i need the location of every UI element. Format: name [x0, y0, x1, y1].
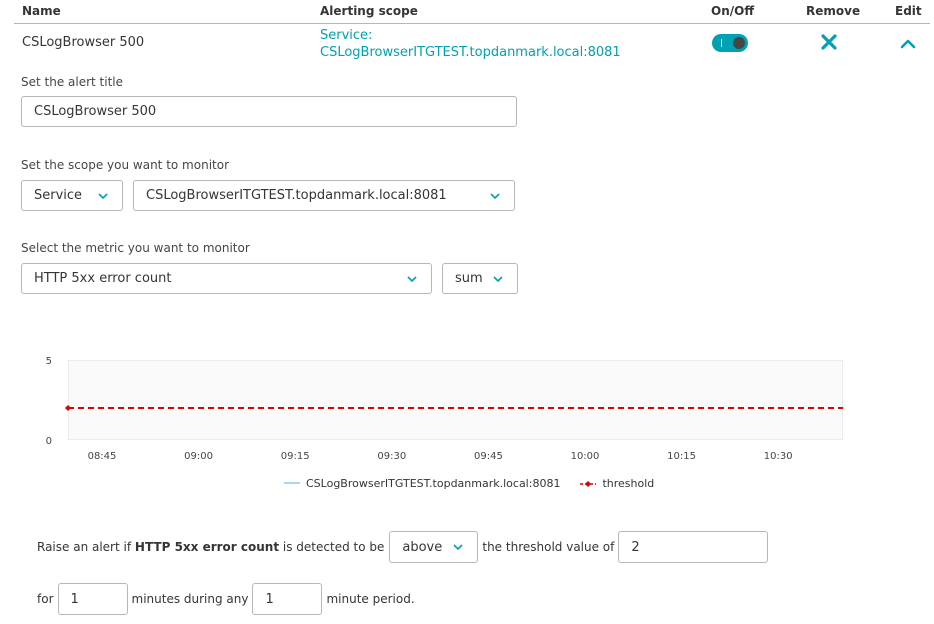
condition-metric: HTTP 5xx error count	[134, 540, 280, 554]
x-tick-label: 09:45	[473, 451, 503, 462]
threshold-prefix: the threshold value of	[482, 540, 615, 554]
remove-icon[interactable]	[820, 33, 838, 51]
legend-threshold-swatch	[580, 478, 596, 488]
scope-label: Set the scope you want to monitor	[21, 158, 230, 172]
column-header-onoff: On/Off	[711, 4, 755, 18]
x-tick-label: 10:00	[570, 451, 600, 462]
metric-select[interactable]	[21, 263, 432, 294]
chevron-down-icon	[449, 538, 467, 556]
period-suffix: minute period.	[326, 592, 415, 606]
minutes-during-label: minutes during any	[131, 592, 249, 606]
column-header-name: Name	[22, 4, 61, 18]
scope-type-value: Service	[34, 188, 83, 203]
threshold-marker	[65, 405, 71, 411]
column-header-remove: Remove	[806, 4, 861, 18]
x-tick-label: 10:15	[667, 451, 697, 462]
minutes-value: 1	[70, 591, 79, 607]
metric-chart	[30, 350, 850, 470]
condition-middle: is detected to be	[282, 540, 385, 554]
legend-series-label: CSLogBrowserITGTEST.topdanmark.local:8081	[306, 476, 561, 490]
alerting-scope-link[interactable]	[320, 27, 621, 61]
alert-title-label: Set the alert title	[21, 75, 124, 89]
alert-condition-row	[37, 531, 768, 563]
alert-title-value: CSLogBrowser 500	[34, 104, 157, 119]
legend-threshold-label: threshold	[602, 476, 655, 490]
y-tick-label: 0	[45, 436, 52, 447]
toggle-knob	[733, 37, 745, 49]
legend-series-swatch	[284, 482, 300, 484]
direction-select[interactable]	[389, 531, 478, 563]
period-input[interactable]	[252, 583, 322, 615]
collapse-chevron-up-icon[interactable]	[899, 36, 917, 50]
aggregation-select[interactable]	[442, 263, 518, 294]
chevron-down-icon	[94, 187, 112, 205]
threshold-input[interactable]	[618, 531, 768, 563]
minutes-input[interactable]	[58, 583, 128, 615]
x-tick-label: 09:15	[280, 451, 310, 462]
x-tick-label: 09:30	[377, 451, 407, 462]
scope-type-text: Service:	[320, 28, 373, 43]
header-divider	[14, 23, 930, 24]
metric-label: Select the metric you want to monitor	[21, 241, 250, 255]
column-header-scope: Alerting scope	[320, 4, 418, 18]
alert-name: CSLogBrowser 500	[22, 35, 145, 50]
scope-entity-select[interactable]	[133, 180, 515, 211]
alert-title-input[interactable]	[21, 96, 517, 127]
chevron-down-icon	[489, 270, 507, 288]
for-label: for	[37, 592, 54, 606]
chevron-down-icon	[403, 270, 421, 288]
condition-prefix: Raise an alert if	[37, 540, 132, 554]
x-tick-label: 09:00	[184, 451, 214, 462]
metric-value: HTTP 5xx error count	[34, 271, 172, 286]
alert-period-row	[37, 583, 415, 615]
column-header-edit: Edit	[895, 4, 922, 18]
chart-svg	[30, 350, 850, 470]
direction-value: above	[402, 539, 443, 555]
scope-entity-value: CSLogBrowserITGTEST.topdanmark.local:8081	[146, 188, 447, 203]
threshold-value: 2	[631, 539, 640, 555]
chart-legend	[284, 475, 654, 491]
y-tick-label: 5	[45, 356, 52, 367]
period-value: 1	[265, 591, 274, 607]
scope-entity-text: CSLogBrowserITGTEST.topdanmark.local:8081	[320, 45, 621, 60]
x-tick-label: 10:30	[763, 451, 793, 462]
scope-type-select[interactable]	[21, 180, 123, 211]
aggregation-value: sum	[455, 271, 483, 286]
toggle-on-indicator	[721, 39, 722, 47]
x-tick-label: 08:45	[87, 451, 117, 462]
on-off-toggle[interactable]	[712, 34, 748, 52]
chevron-down-icon	[486, 187, 504, 205]
